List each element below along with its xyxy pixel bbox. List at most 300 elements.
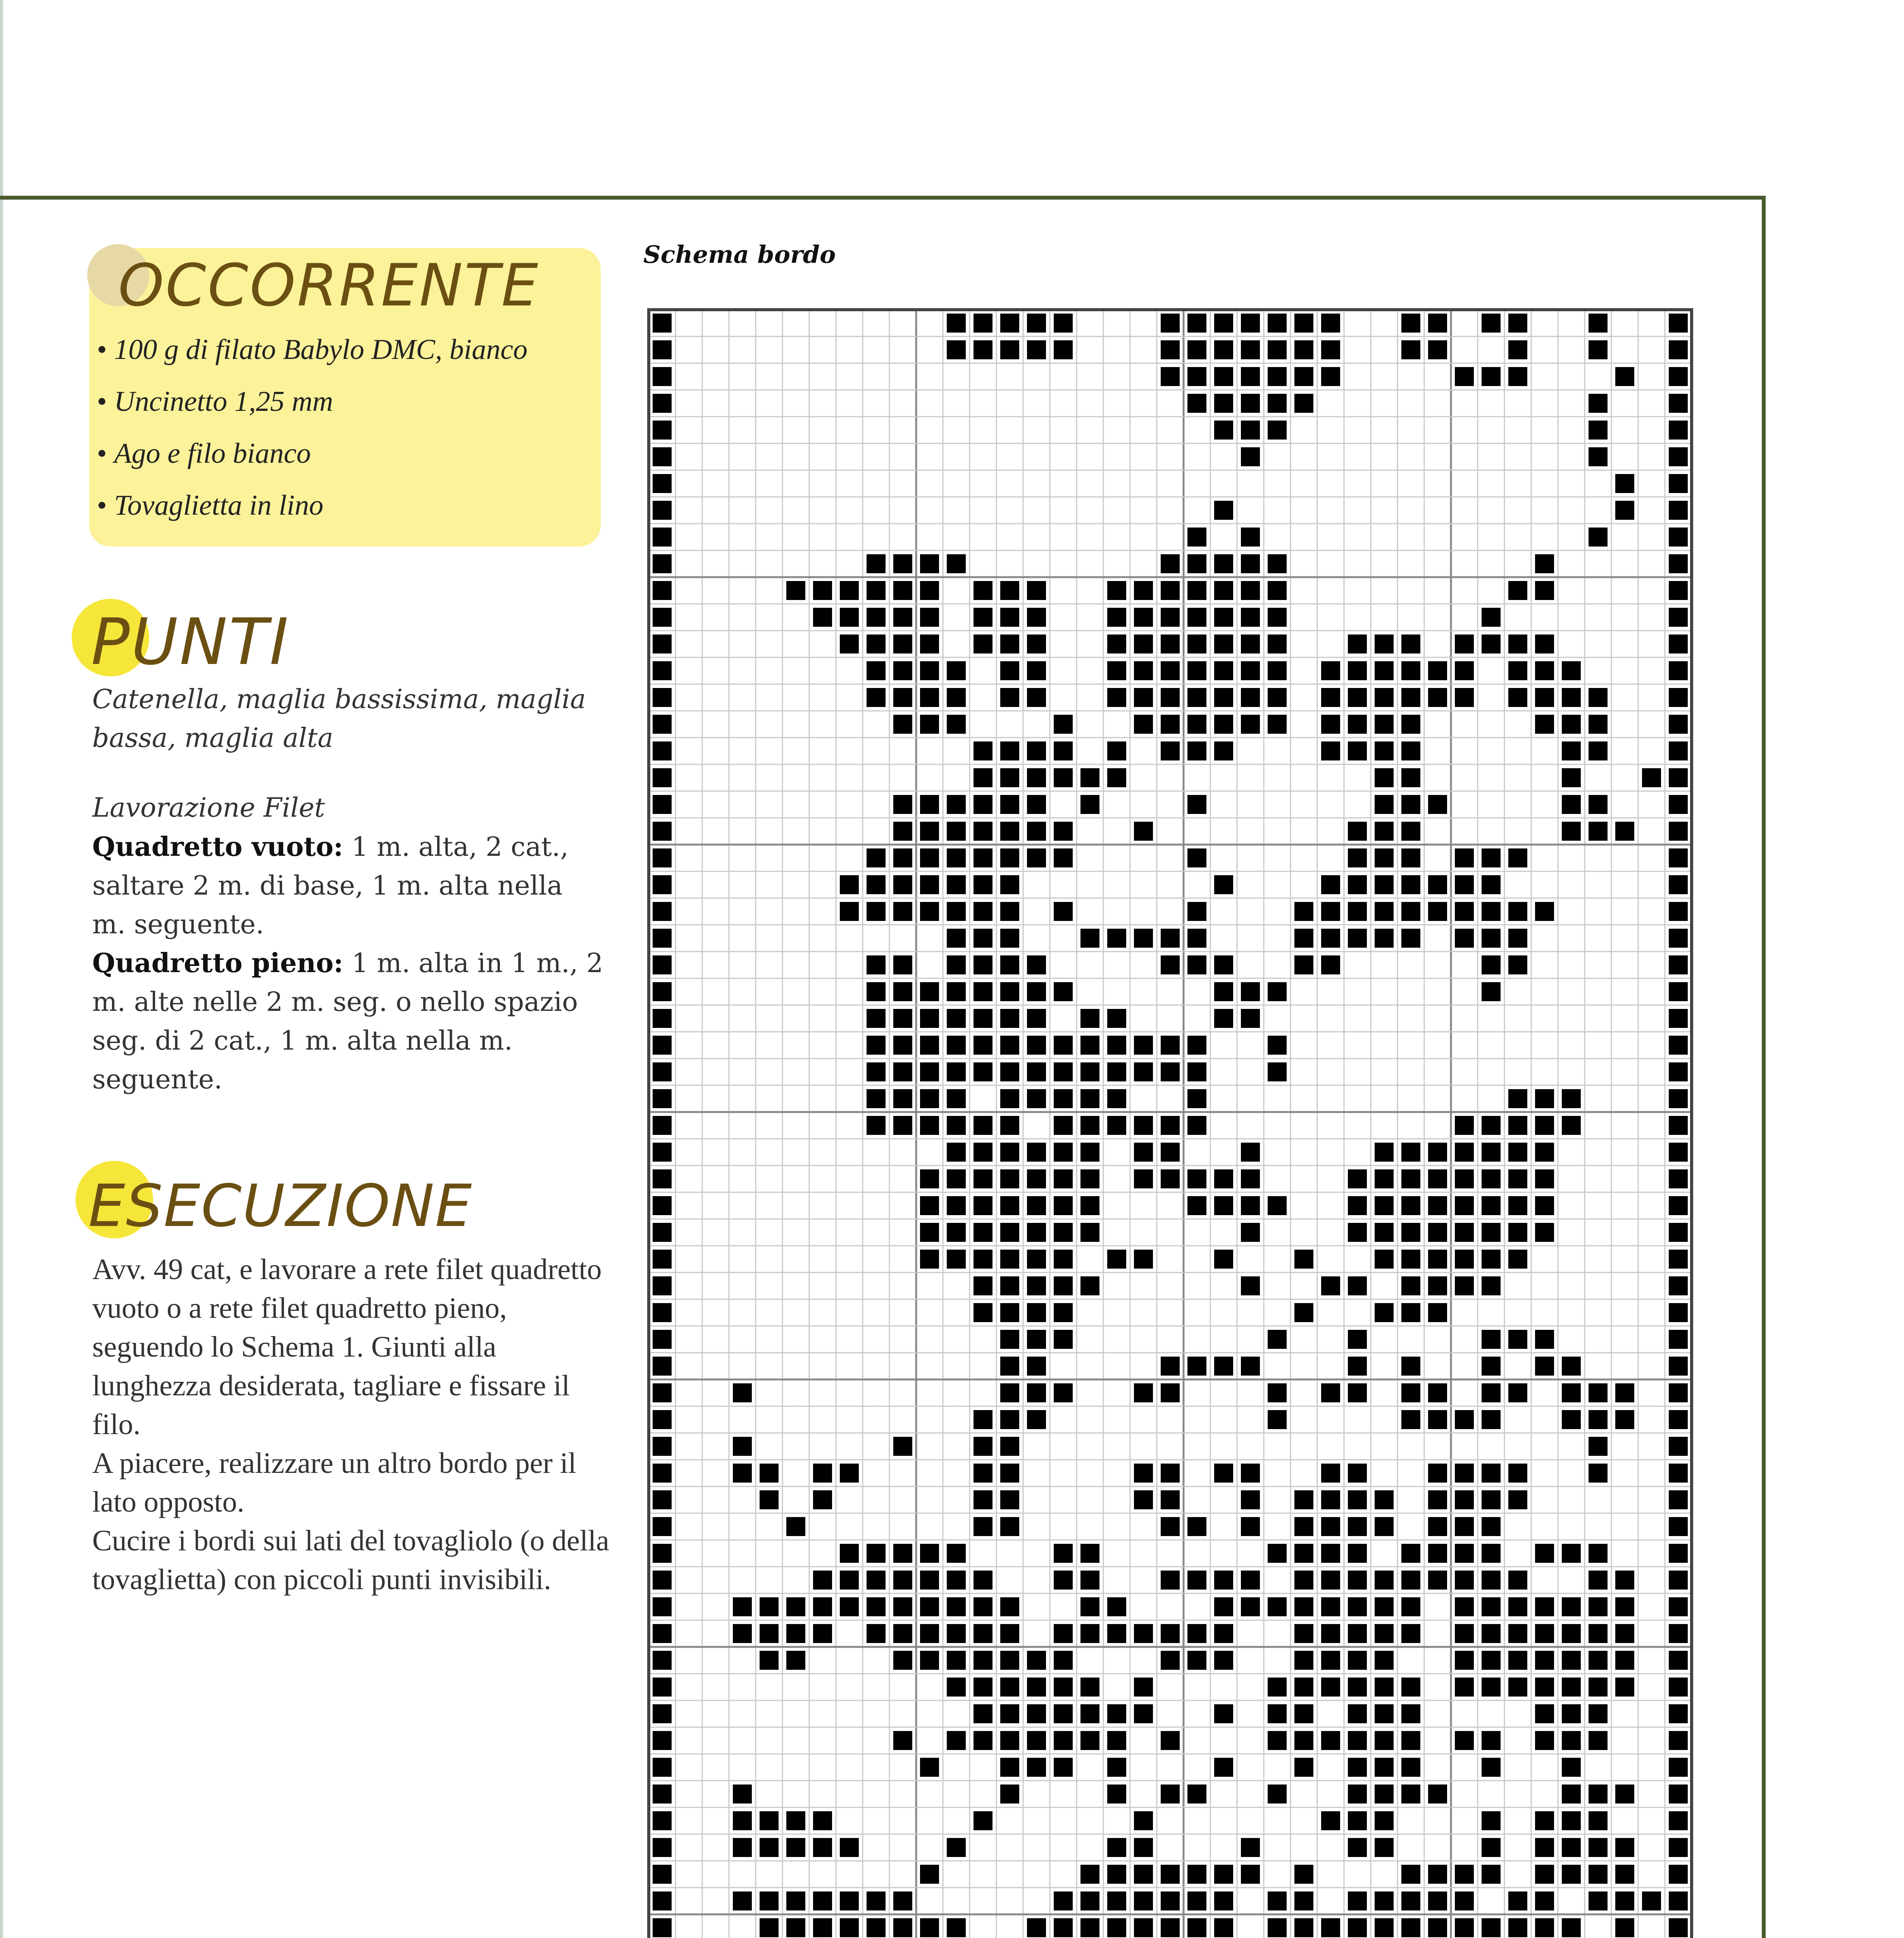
filled-cell (1375, 1758, 1394, 1777)
filled-cell (1321, 688, 1340, 707)
punti-title: PUNTI (91, 605, 290, 679)
filled-cell (1214, 1464, 1233, 1483)
filled-cell (1375, 848, 1394, 867)
filled-cell (1321, 1544, 1340, 1563)
filled-cell (1401, 1143, 1420, 1162)
filled-cell (1187, 902, 1206, 921)
filled-cell (1375, 1651, 1394, 1670)
filled-cell (1187, 1785, 1206, 1804)
filled-cell (1669, 795, 1688, 814)
filled-cell (1562, 1544, 1581, 1563)
filled-cell (1482, 1651, 1501, 1670)
filled-cell (1134, 1464, 1153, 1483)
filled-cell (893, 608, 912, 627)
filled-cell (653, 421, 672, 440)
filled-cell (1134, 1838, 1153, 1857)
filled-cell (1000, 1597, 1019, 1616)
filled-cell (867, 982, 886, 1001)
filled-cell (733, 1597, 752, 1616)
filled-cell (1268, 661, 1287, 680)
filled-cell (893, 1731, 912, 1750)
filled-cell (1482, 929, 1501, 948)
filled-cell (893, 688, 912, 707)
filled-cell (1107, 1089, 1126, 1108)
filled-cell (653, 822, 672, 841)
filled-cell (1214, 581, 1233, 600)
filled-cell (653, 1865, 672, 1884)
filet-vuoto-label: Quadretto vuoto: (92, 831, 343, 862)
filled-cell (1401, 1357, 1420, 1376)
filled-cell (1214, 1009, 1233, 1028)
filled-cell (1508, 1624, 1527, 1643)
filled-cell (920, 1918, 939, 1937)
filled-cell (1669, 741, 1688, 760)
filled-cell (974, 822, 992, 841)
filled-cell (920, 795, 939, 814)
filled-cell (1187, 1517, 1206, 1536)
filled-cell (1508, 1891, 1527, 1910)
filled-cell (1642, 1891, 1661, 1910)
filled-cell (1562, 741, 1581, 760)
filled-cell (893, 1571, 912, 1590)
filled-cell (1375, 1169, 1394, 1188)
filled-cell (1562, 1116, 1581, 1135)
filled-cell (920, 581, 939, 600)
filled-cell (840, 875, 859, 894)
filled-cell (1455, 1597, 1474, 1616)
filled-cell (1589, 314, 1608, 333)
filled-cell (893, 1062, 912, 1081)
filled-cell (1615, 822, 1634, 841)
filled-cell (974, 1437, 992, 1456)
filled-cell (653, 1811, 672, 1830)
filled-cell (1161, 688, 1180, 707)
filled-cell (867, 902, 886, 921)
filled-cell (1589, 1811, 1608, 1830)
filled-cell (920, 554, 939, 573)
filled-cell (947, 1544, 966, 1563)
filled-cell (1054, 1651, 1073, 1670)
filled-cell (920, 1196, 939, 1215)
filled-cell (1000, 1410, 1019, 1429)
filled-cell (1375, 1571, 1394, 1590)
filled-cell (1000, 1009, 1019, 1028)
filled-cell (1268, 1597, 1287, 1616)
filled-cell (1080, 795, 1099, 814)
filled-cell (653, 1838, 672, 1857)
filled-cell (1482, 848, 1501, 867)
filled-cell (653, 1437, 672, 1456)
filled-cell (653, 875, 672, 894)
filled-cell (1000, 1624, 1019, 1643)
filled-cell (947, 1678, 966, 1697)
filled-cell (947, 822, 966, 841)
filled-cell (1508, 688, 1527, 707)
filled-cell (1294, 1891, 1313, 1910)
filled-cell (1161, 1624, 1180, 1643)
filled-cell (1161, 1651, 1180, 1670)
filled-cell (1589, 1865, 1608, 1884)
filled-cell (840, 1918, 859, 1937)
filled-cell (920, 848, 939, 867)
filled-cell (1669, 1785, 1688, 1804)
filled-cell (1535, 635, 1554, 653)
filled-cell (1027, 1089, 1046, 1108)
filled-cell (1562, 1089, 1581, 1108)
filled-cell (1428, 875, 1447, 894)
filled-cell (1482, 1865, 1501, 1884)
filled-cell (1321, 661, 1340, 680)
filled-cell (1321, 340, 1340, 359)
occorrente-title: OCCORRENTE (118, 252, 540, 319)
filled-cell (1107, 1785, 1126, 1804)
filled-cell (1134, 661, 1153, 680)
filled-cell (974, 1169, 992, 1188)
filled-cell (1268, 1891, 1287, 1910)
filled-cell (867, 581, 886, 600)
filled-cell (1134, 1116, 1153, 1135)
filled-cell (1321, 1383, 1340, 1402)
filled-cell (1187, 635, 1206, 653)
filled-cell (1187, 1651, 1206, 1670)
filled-cell (1348, 1891, 1367, 1910)
filled-cell (1562, 822, 1581, 841)
filled-cell (840, 1544, 859, 1563)
filled-cell (1321, 741, 1340, 760)
filled-cell (1482, 1383, 1501, 1402)
filled-cell (1214, 635, 1233, 653)
filled-cell (840, 902, 859, 921)
filled-cell (1054, 1303, 1073, 1322)
filled-cell (1268, 1410, 1287, 1429)
filled-cell (1375, 1704, 1394, 1723)
filled-cell (1348, 1651, 1367, 1670)
filled-cell (653, 1357, 672, 1376)
filled-cell (1401, 715, 1420, 734)
filled-cell (893, 955, 912, 974)
filled-cell (920, 1250, 939, 1269)
filled-cell (1134, 715, 1153, 734)
filled-cell (1589, 1678, 1608, 1697)
filled-cell (653, 1517, 672, 1536)
filled-cell (813, 1597, 832, 1616)
filled-cell (1482, 1918, 1501, 1937)
filled-cell (1294, 367, 1313, 386)
filled-cell (1214, 340, 1233, 359)
filled-cell (1535, 581, 1554, 600)
filled-cell (1000, 1250, 1019, 1269)
filled-cell (1214, 501, 1233, 520)
filled-cell (1669, 848, 1688, 867)
filled-cell (1669, 1303, 1688, 1322)
filled-cell (733, 1624, 752, 1643)
filled-cell (1214, 715, 1233, 734)
filled-cell (1294, 1918, 1313, 1937)
filled-cell (1669, 581, 1688, 600)
filled-cell (1375, 1143, 1394, 1162)
occorrente-list (97, 324, 527, 531)
filled-cell (1348, 1169, 1367, 1188)
filled-cell (1268, 1731, 1287, 1750)
filled-cell (653, 1651, 672, 1670)
filled-cell (1214, 1624, 1233, 1643)
filled-cell (1321, 1597, 1340, 1616)
filet-chart (647, 308, 1693, 1938)
filled-cell (867, 661, 886, 680)
filled-cell (1080, 1624, 1099, 1643)
filled-cell (1107, 1731, 1126, 1750)
filled-cell (867, 688, 886, 707)
filled-cell (1321, 1571, 1340, 1590)
filled-cell (786, 1811, 805, 1830)
filled-cell (1294, 1250, 1313, 1269)
filled-cell (1241, 1517, 1260, 1536)
filled-cell (947, 848, 966, 867)
filled-cell (1455, 902, 1474, 921)
filled-cell (974, 1009, 992, 1028)
filled-cell (1348, 848, 1367, 867)
filled-cell (893, 554, 912, 573)
filled-cell (1669, 661, 1688, 680)
filled-cell (813, 1464, 832, 1483)
filled-cell (1134, 1143, 1153, 1162)
filled-cell (1187, 1571, 1206, 1590)
filled-cell (760, 1490, 779, 1509)
filled-cell (1214, 688, 1233, 707)
filled-cell (1000, 1785, 1019, 1804)
filled-cell (974, 1062, 992, 1081)
filled-cell (1428, 795, 1447, 814)
filled-cell (920, 1036, 939, 1055)
filled-cell (920, 1223, 939, 1242)
filled-cell (1669, 1571, 1688, 1590)
filled-cell (1562, 1624, 1581, 1643)
filled-cell (974, 1143, 992, 1162)
filled-cell (653, 314, 672, 333)
filled-cell (1107, 661, 1126, 680)
filled-cell (1615, 1651, 1634, 1670)
filled-cell (1508, 1464, 1527, 1483)
filled-cell (1268, 421, 1287, 440)
filled-cell (974, 1410, 992, 1429)
filled-cell (1669, 608, 1688, 627)
filled-cell (974, 1597, 992, 1616)
filled-cell (1348, 1678, 1367, 1697)
filled-cell (947, 929, 966, 948)
filled-cell (1080, 768, 1099, 787)
filled-cell (653, 1731, 672, 1750)
filled-cell (1134, 1490, 1153, 1509)
filled-cell (974, 982, 992, 1001)
filled-cell (1000, 1758, 1019, 1777)
filled-cell (1080, 1036, 1099, 1055)
punti-text: Catenella, maglia bassissima, maglia bassa, maglia alta (92, 684, 586, 753)
filled-cell (1535, 1597, 1554, 1616)
filled-cell (1401, 1758, 1420, 1777)
filled-cell (1348, 875, 1367, 894)
filled-cell (1589, 447, 1608, 466)
filled-cell (1161, 554, 1180, 573)
filled-cell (1054, 1116, 1073, 1135)
filled-cell (1482, 635, 1501, 653)
filled-cell (760, 1624, 779, 1643)
filled-cell (1669, 955, 1688, 974)
filled-cell (1535, 1196, 1554, 1215)
filled-cell (947, 340, 966, 359)
filled-cell (1428, 1865, 1447, 1884)
filled-cell (1428, 1196, 1447, 1215)
filled-cell (1455, 1276, 1474, 1295)
filled-cell (1294, 314, 1313, 333)
filled-cell (1134, 1169, 1153, 1188)
filled-cell (1187, 1116, 1206, 1135)
filled-cell (1268, 1383, 1287, 1402)
filled-cell (893, 1036, 912, 1055)
filled-cell (1107, 1036, 1126, 1055)
filled-cell (1321, 929, 1340, 948)
filled-cell (974, 1036, 992, 1055)
filled-cell (1000, 902, 1019, 921)
filled-cell (1027, 1330, 1046, 1349)
filled-cell (1134, 929, 1153, 948)
filled-cell (1375, 902, 1394, 921)
filled-cell (974, 1571, 992, 1590)
filled-cell (840, 1571, 859, 1590)
filled-cell (1669, 1410, 1688, 1429)
filled-cell (1054, 822, 1073, 841)
filled-cell (1027, 741, 1046, 760)
filled-cell (947, 314, 966, 333)
filled-cell (1187, 1357, 1206, 1376)
filled-cell (1000, 1116, 1019, 1135)
filled-cell (653, 1785, 672, 1804)
filled-cell (1268, 1704, 1287, 1723)
filled-cell (653, 635, 672, 653)
filled-cell (1615, 1571, 1634, 1590)
filled-cell (1348, 1758, 1367, 1777)
filled-cell (947, 955, 966, 974)
filled-cell (1508, 1571, 1527, 1590)
filled-cell (1268, 1544, 1287, 1563)
filled-cell (1241, 1276, 1260, 1295)
filled-cell (867, 1062, 886, 1081)
filled-cell (1669, 1544, 1688, 1563)
filled-cell (1214, 1597, 1233, 1616)
filled-cell (1027, 1169, 1046, 1188)
filled-cell (1294, 340, 1313, 359)
filled-cell (1508, 929, 1527, 948)
filled-cell (1107, 1250, 1126, 1269)
filled-cell (974, 1731, 992, 1750)
filled-cell (920, 1624, 939, 1643)
filled-cell (1669, 1811, 1688, 1830)
filled-cell (1134, 1891, 1153, 1910)
filled-cell (867, 1089, 886, 1108)
filled-cell (1000, 1437, 1019, 1456)
filled-cell (1187, 314, 1206, 333)
filled-cell (1589, 528, 1608, 547)
filled-cell (1268, 554, 1287, 573)
filled-cell (1107, 608, 1126, 627)
filled-cell (653, 528, 672, 547)
filled-cell (1080, 1143, 1099, 1162)
filled-cell (920, 822, 939, 841)
filled-cell (1401, 1410, 1420, 1429)
filled-cell (1348, 1544, 1367, 1563)
filled-cell (1482, 1490, 1501, 1509)
filled-cell (1134, 1918, 1153, 1937)
filled-cell (947, 1169, 966, 1188)
filled-cell (1000, 314, 1019, 333)
filled-cell (653, 715, 672, 734)
filled-cell (1535, 1918, 1554, 1937)
filled-cell (1161, 1571, 1180, 1590)
filled-cell (1482, 1169, 1501, 1188)
filled-cell (653, 688, 672, 707)
filled-cell (920, 1169, 939, 1188)
filled-cell (1080, 1116, 1099, 1135)
filled-cell (1268, 1785, 1287, 1804)
filled-cell (1508, 635, 1527, 653)
filled-cell (1241, 1169, 1260, 1188)
filled-cell (920, 715, 939, 734)
filled-cell (1107, 688, 1126, 707)
filled-cell (1535, 554, 1554, 573)
filled-cell (1321, 314, 1340, 333)
filled-cell (813, 1490, 832, 1509)
filled-cell (1134, 1704, 1153, 1723)
filled-cell (867, 1009, 886, 1028)
filled-cell (1375, 1811, 1394, 1830)
filled-cell (1401, 1597, 1420, 1616)
filled-cell (1428, 661, 1447, 680)
filled-cell (1214, 1196, 1233, 1215)
filled-cell (1054, 1704, 1073, 1723)
filled-cell (1321, 875, 1340, 894)
filled-cell (1508, 1918, 1527, 1937)
filled-cell (1161, 1918, 1180, 1937)
filled-cell (1241, 1464, 1260, 1483)
filled-cell (920, 902, 939, 921)
filled-cell (1615, 1838, 1634, 1857)
filled-cell (1482, 1731, 1501, 1750)
filled-cell (1535, 1731, 1554, 1750)
filled-cell (1321, 1517, 1340, 1536)
filled-cell (1107, 1624, 1126, 1643)
filled-cell (867, 875, 886, 894)
filled-cell (1428, 314, 1447, 333)
filled-cell (1428, 1571, 1447, 1590)
filled-cell (653, 1330, 672, 1349)
filled-cell (1027, 795, 1046, 814)
filled-cell (1669, 1276, 1688, 1295)
filled-cell (1348, 1811, 1367, 1830)
filled-cell (1107, 768, 1126, 787)
filled-cell (1562, 1357, 1581, 1376)
filled-cell (1321, 1678, 1340, 1697)
filled-cell (760, 1651, 779, 1670)
filled-cell (1562, 1758, 1581, 1777)
filled-cell (1000, 1651, 1019, 1670)
filled-cell (1268, 1196, 1287, 1215)
filled-cell (1268, 608, 1287, 627)
filled-cell (1562, 768, 1581, 787)
filled-cell (1027, 1250, 1046, 1269)
filled-cell (920, 635, 939, 653)
filled-cell (1482, 875, 1501, 894)
filled-cell (1294, 1731, 1313, 1750)
filled-cell (893, 635, 912, 653)
